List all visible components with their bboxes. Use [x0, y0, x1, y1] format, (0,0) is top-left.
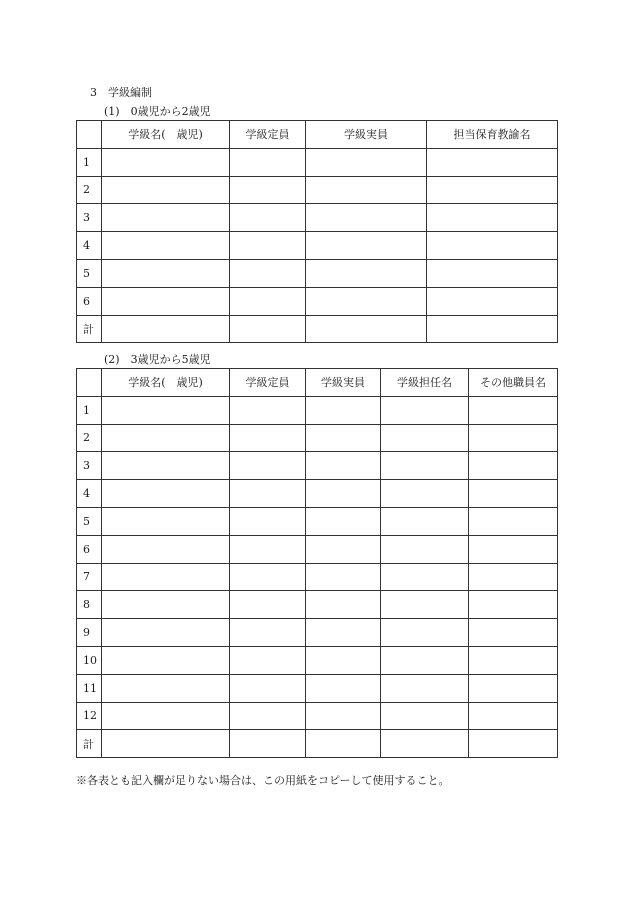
- entry-cell[interactable]: [469, 730, 558, 758]
- table-row: [77, 674, 558, 702]
- entry-cell[interactable]: [427, 204, 558, 232]
- entry-cell[interactable]: [469, 646, 558, 674]
- header-cell: 学級実員: [306, 369, 381, 397]
- entry-cell[interactable]: [102, 176, 230, 204]
- entry-cell[interactable]: [306, 232, 427, 260]
- entry-cell[interactable]: [306, 396, 381, 424]
- entry-cell[interactable]: [102, 730, 230, 758]
- header-cell: 担当保育教諭名: [427, 121, 558, 149]
- row-number: 6: [77, 535, 102, 563]
- table-row: [77, 507, 558, 535]
- entry-cell[interactable]: [306, 315, 427, 343]
- entry-cell[interactable]: [102, 315, 230, 343]
- entry-cell[interactable]: [306, 176, 427, 204]
- entry-cell[interactable]: [306, 563, 381, 591]
- row-number: 10: [77, 646, 102, 674]
- entry-cell[interactable]: [306, 646, 381, 674]
- table-row: [77, 259, 558, 287]
- entry-cell[interactable]: [306, 148, 427, 176]
- entry-cell[interactable]: [469, 480, 558, 508]
- header-cell: その他職員名: [469, 369, 558, 397]
- entry-cell[interactable]: [102, 287, 230, 315]
- entry-cell[interactable]: [306, 480, 381, 508]
- entry-cell[interactable]: [102, 232, 230, 260]
- entry-cell[interactable]: [469, 591, 558, 619]
- section-title: 3 学級編制: [90, 86, 152, 99]
- entry-cell[interactable]: [381, 452, 469, 480]
- entry-cell[interactable]: [427, 232, 558, 260]
- entry-cell[interactable]: [381, 480, 469, 508]
- entry-cell[interactable]: [469, 396, 558, 424]
- entry-cell[interactable]: [230, 480, 306, 508]
- entry-cell[interactable]: [102, 507, 230, 535]
- entry-cell[interactable]: [230, 424, 306, 452]
- header-cell: 学級名( 歳児): [102, 369, 230, 397]
- entry-cell[interactable]: [427, 315, 558, 343]
- table-row: [77, 646, 558, 674]
- entry-cell[interactable]: [230, 148, 306, 176]
- entry-cell[interactable]: [306, 507, 381, 535]
- entry-cell[interactable]: [469, 702, 558, 730]
- class-table-3-5: [76, 368, 558, 758]
- entry-cell[interactable]: [306, 452, 381, 480]
- row-number: 4: [77, 480, 102, 508]
- row-number: 2: [77, 424, 102, 452]
- entry-cell[interactable]: [306, 702, 381, 730]
- entry-cell[interactable]: [230, 619, 306, 647]
- table1-caption: (1) 0歳児から2歳児: [104, 105, 211, 118]
- entry-cell[interactable]: [102, 563, 230, 591]
- entry-cell[interactable]: [427, 148, 558, 176]
- entry-cell[interactable]: [381, 646, 469, 674]
- row-number: 3: [77, 452, 102, 480]
- entry-cell[interactable]: [102, 702, 230, 730]
- row-number: 1: [77, 396, 102, 424]
- row-number: 5: [77, 259, 102, 287]
- entry-cell[interactable]: [230, 702, 306, 730]
- table-row: [77, 535, 558, 563]
- entry-cell[interactable]: [427, 176, 558, 204]
- entry-cell[interactable]: [102, 591, 230, 619]
- header-cell: 学級定員: [230, 121, 306, 149]
- entry-cell[interactable]: [230, 259, 306, 287]
- entry-cell[interactable]: [306, 591, 381, 619]
- row-number: 6: [77, 287, 102, 315]
- entry-cell[interactable]: [230, 396, 306, 424]
- row-number: 1: [77, 148, 102, 176]
- row-number: 5: [77, 507, 102, 535]
- table-row: [77, 396, 558, 424]
- entry-cell[interactable]: [102, 204, 230, 232]
- entry-cell[interactable]: [230, 315, 306, 343]
- entry-cell[interactable]: [469, 674, 558, 702]
- header-cell: [77, 369, 102, 397]
- entry-cell[interactable]: [230, 535, 306, 563]
- entry-cell[interactable]: [306, 730, 381, 758]
- entry-cell[interactable]: [381, 563, 469, 591]
- entry-cell[interactable]: [230, 452, 306, 480]
- entry-cell[interactable]: [469, 507, 558, 535]
- entry-cell[interactable]: [381, 591, 469, 619]
- entry-cell[interactable]: [230, 563, 306, 591]
- table2-caption: (2) 3歳児から5歳児: [104, 353, 211, 366]
- row-number: 計: [77, 315, 102, 343]
- entry-cell[interactable]: [102, 535, 230, 563]
- row-number: 4: [77, 232, 102, 260]
- entry-cell[interactable]: [230, 287, 306, 315]
- entry-cell[interactable]: [381, 424, 469, 452]
- entry-cell[interactable]: [427, 259, 558, 287]
- table-row: [77, 424, 558, 452]
- entry-cell[interactable]: [102, 674, 230, 702]
- entry-cell[interactable]: [381, 674, 469, 702]
- row-number: 8: [77, 591, 102, 619]
- table-row: [77, 563, 558, 591]
- entry-cell[interactable]: [306, 619, 381, 647]
- entry-cell[interactable]: [230, 674, 306, 702]
- header-cell: [77, 121, 102, 149]
- table-row: [77, 287, 558, 315]
- entry-cell[interactable]: [381, 535, 469, 563]
- table-row: [77, 730, 558, 758]
- entry-cell[interactable]: [306, 259, 427, 287]
- table-row: [77, 452, 558, 480]
- entry-cell[interactable]: [230, 646, 306, 674]
- entry-cell[interactable]: [102, 619, 230, 647]
- table-row: [77, 176, 558, 204]
- table-row: [77, 315, 558, 343]
- header-cell: 学級名( 歳児): [102, 121, 230, 149]
- row-number: 12: [77, 702, 102, 730]
- table-row: [77, 148, 558, 176]
- row-number: 3: [77, 204, 102, 232]
- table-row: [77, 480, 558, 508]
- entry-cell[interactable]: [381, 507, 469, 535]
- footnote: ※各表とも記入欄が足りない場合は、この用紙をコピーして使用すること。: [76, 774, 450, 787]
- row-number: 2: [77, 176, 102, 204]
- entry-cell[interactable]: [102, 396, 230, 424]
- row-number: 11: [77, 674, 102, 702]
- class-table-0-2: [76, 120, 558, 343]
- entry-cell[interactable]: [102, 480, 230, 508]
- row-number: 計: [77, 730, 102, 758]
- table-row: [77, 619, 558, 647]
- entry-cell[interactable]: [230, 176, 306, 204]
- entry-cell[interactable]: [230, 204, 306, 232]
- row-number: 7: [77, 563, 102, 591]
- entry-cell[interactable]: [102, 259, 230, 287]
- entry-cell[interactable]: [306, 674, 381, 702]
- entry-cell[interactable]: [306, 424, 381, 452]
- entry-cell[interactable]: [102, 424, 230, 452]
- entry-cell[interactable]: [230, 730, 306, 758]
- table-row: [77, 591, 558, 619]
- table-row: [77, 232, 558, 260]
- entry-cell[interactable]: [102, 452, 230, 480]
- entry-cell[interactable]: [381, 619, 469, 647]
- header-cell: 学級定員: [230, 369, 306, 397]
- entry-cell[interactable]: [427, 287, 558, 315]
- entry-cell[interactable]: [381, 730, 469, 758]
- header-cell: 学級担任名: [381, 369, 469, 397]
- entry-cell[interactable]: [306, 204, 427, 232]
- entry-cell[interactable]: [381, 702, 469, 730]
- table-row: [77, 702, 558, 730]
- entry-cell[interactable]: [230, 591, 306, 619]
- entry-cell[interactable]: [102, 148, 230, 176]
- entry-cell[interactable]: [230, 507, 306, 535]
- entry-cell[interactable]: [469, 563, 558, 591]
- entry-cell[interactable]: [306, 535, 381, 563]
- entry-cell[interactable]: [306, 287, 427, 315]
- row-number: 9: [77, 619, 102, 647]
- table-row: [77, 204, 558, 232]
- entry-cell[interactable]: [230, 232, 306, 260]
- table-header-row: [77, 121, 558, 149]
- entry-cell[interactable]: [381, 396, 469, 424]
- entry-cell[interactable]: [102, 646, 230, 674]
- entry-cell[interactable]: [469, 619, 558, 647]
- header-cell: 学級実員: [306, 121, 427, 149]
- table-header-row: [77, 369, 558, 397]
- entry-cell[interactable]: [469, 424, 558, 452]
- entry-cell[interactable]: [469, 452, 558, 480]
- entry-cell[interactable]: [469, 535, 558, 563]
